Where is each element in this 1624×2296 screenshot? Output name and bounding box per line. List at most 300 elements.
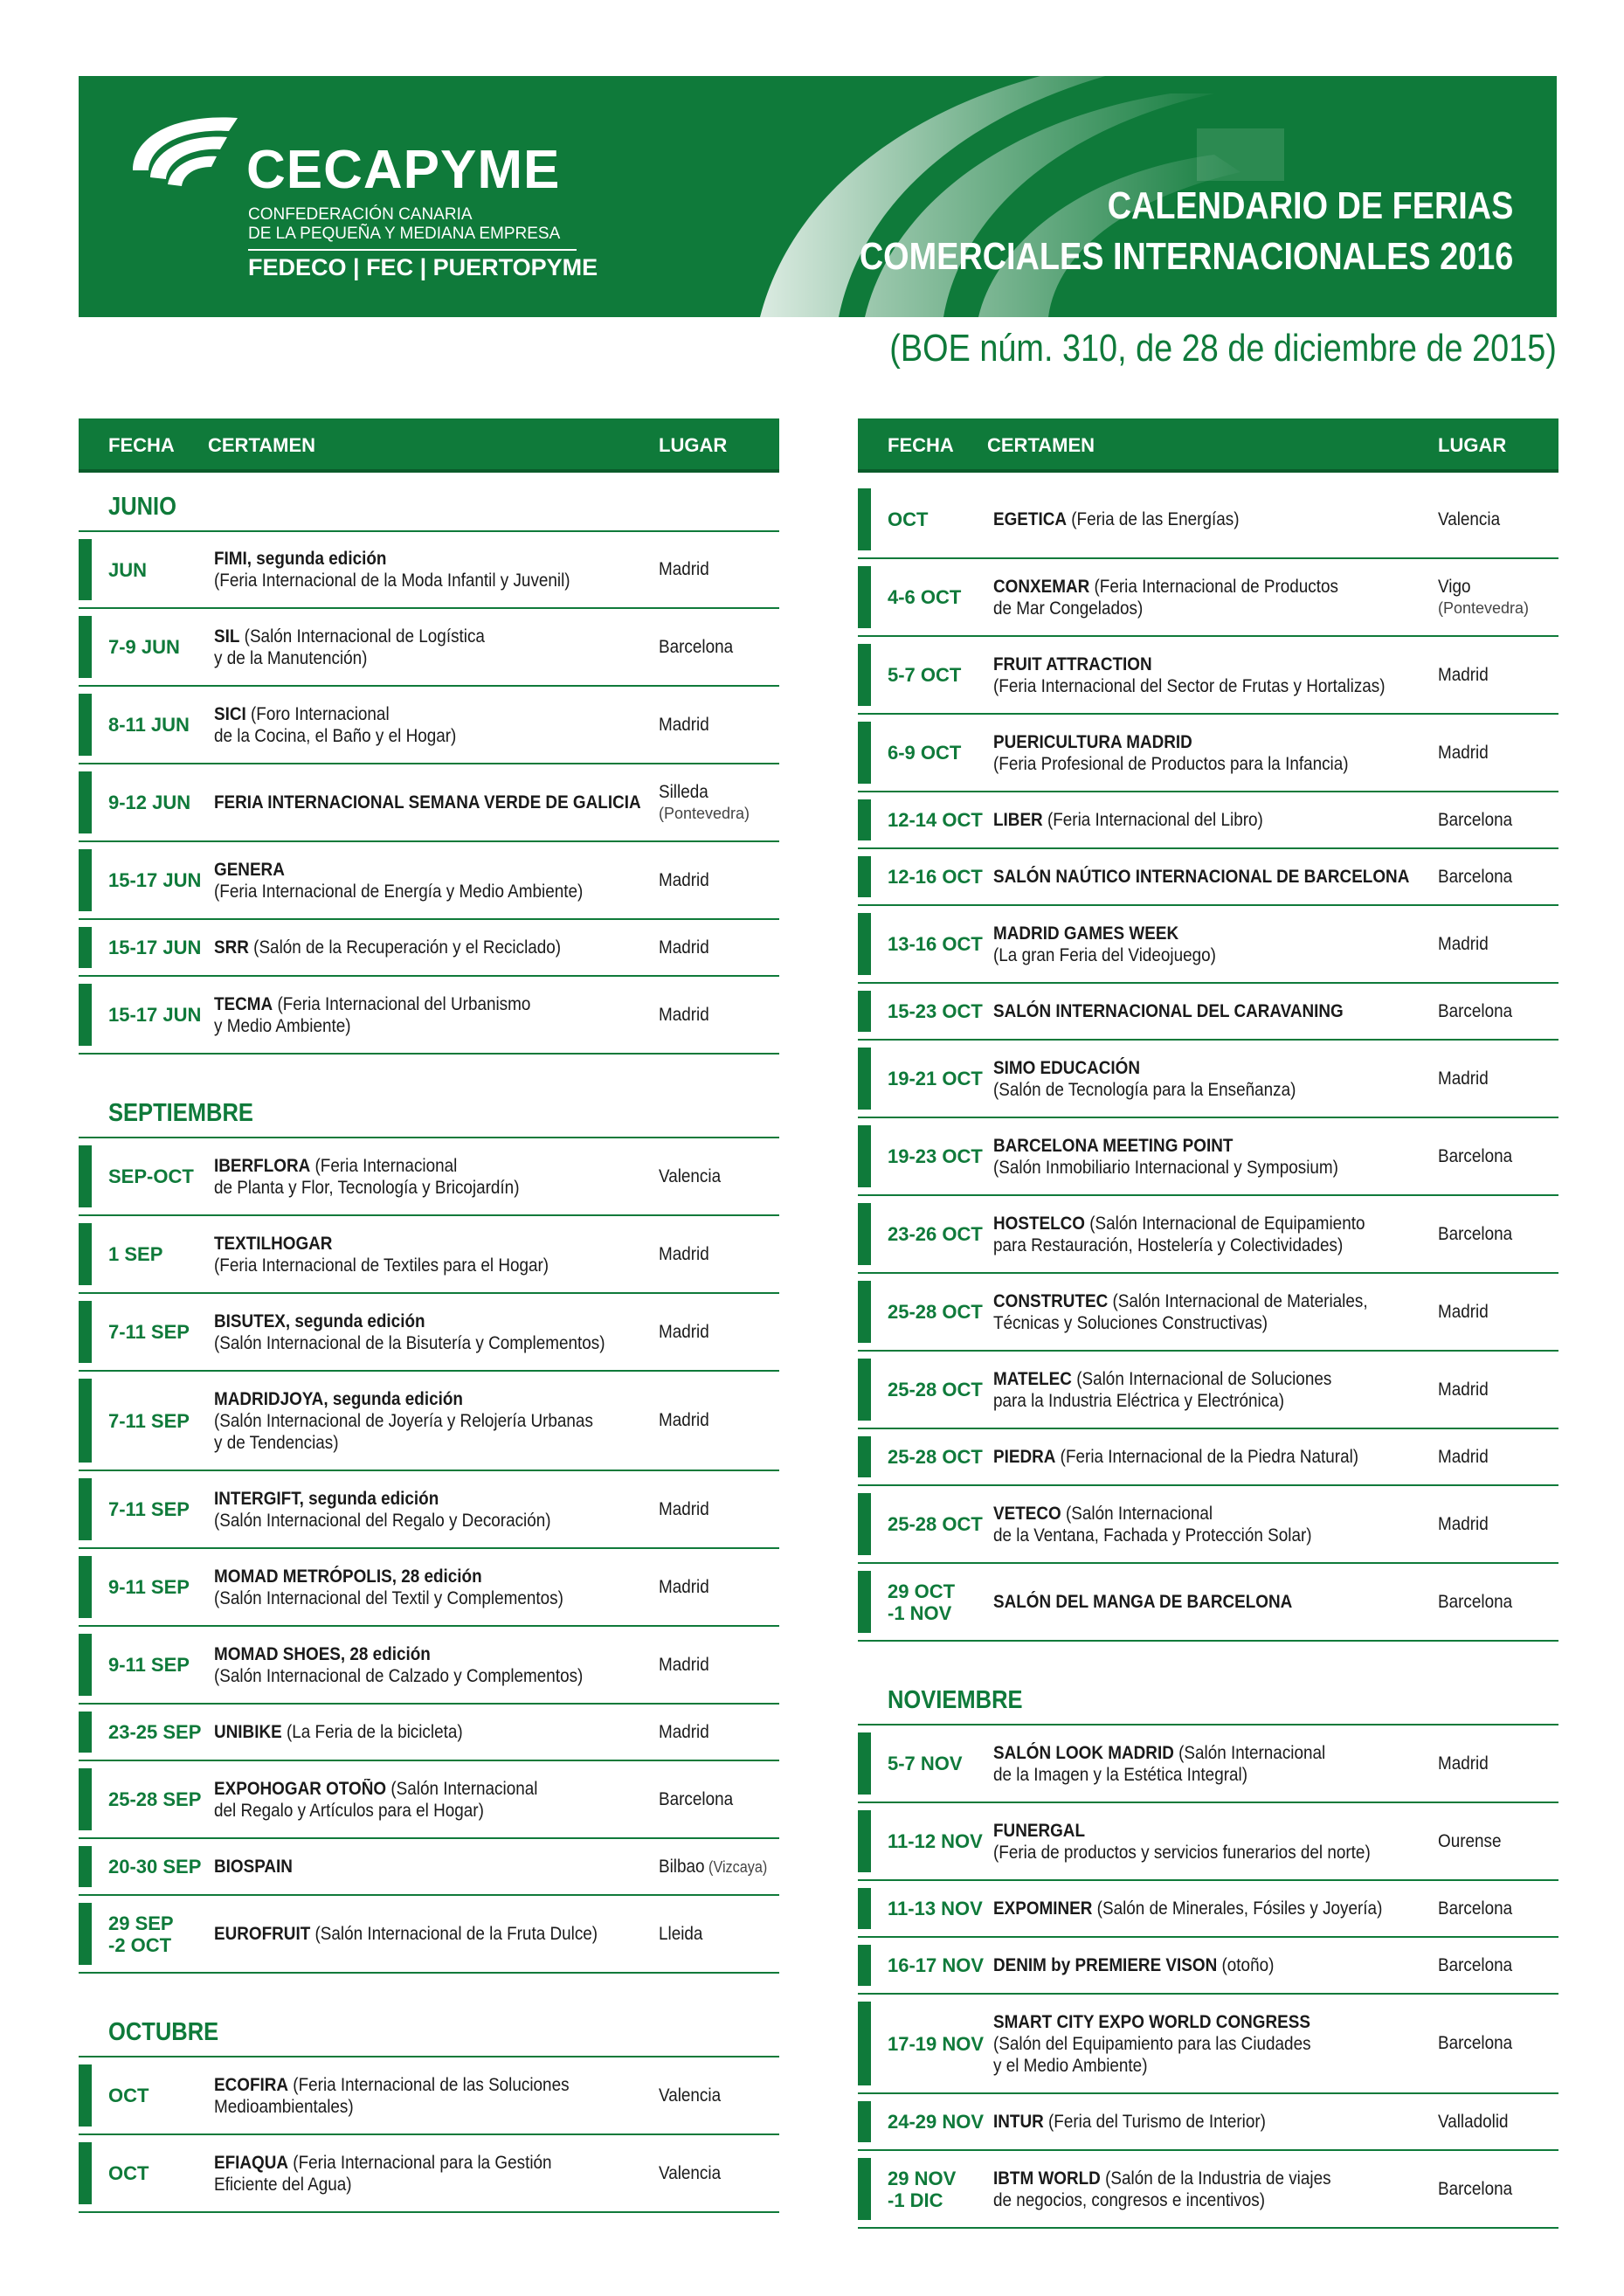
fair-title: MOMAD SHOES, 28 edición bbox=[214, 1643, 431, 1664]
fair-title: HOSTELCO bbox=[993, 1213, 1086, 1234]
fair-location bbox=[1438, 1898, 1560, 1919]
fair-date: 29 OCT -1 NOV bbox=[888, 1580, 956, 1624]
fair-desc: Medioambientales) bbox=[214, 2096, 354, 2117]
fair-desc: (Salón Internacional del Regalo y Decoración) bbox=[214, 1510, 551, 1531]
fair-desc-line bbox=[214, 2174, 651, 2196]
logo-mark-icon bbox=[124, 109, 246, 205]
fair-name bbox=[993, 1898, 1434, 1919]
fair-title: EFIAQUA bbox=[214, 2152, 289, 2173]
fair-name bbox=[214, 993, 651, 1037]
month-label: OCTUBRE bbox=[108, 2018, 219, 2046]
fair-location bbox=[1438, 577, 1560, 619]
fair-line bbox=[993, 1742, 1434, 1764]
fair-date: 15-17 JUN bbox=[108, 937, 202, 958]
fair-name bbox=[993, 1290, 1434, 1334]
fair-title: BIOSPAIN bbox=[214, 1857, 293, 1877]
fair-row bbox=[858, 1564, 1558, 1642]
location-city: Madrid bbox=[1438, 933, 1489, 954]
fair-desc: (Salón Internacional de la Fruta Dulce) bbox=[310, 1924, 598, 1944]
fair-date: 25-28 OCT bbox=[888, 1446, 983, 1468]
fair-line-text bbox=[993, 1213, 1365, 1234]
logo-subtitle bbox=[248, 205, 560, 244]
fair-desc: de negocios, congresos e incentivos) bbox=[993, 2189, 1265, 2210]
fair-title: UNIBIKE bbox=[214, 1722, 282, 1742]
fair-desc-line bbox=[214, 725, 651, 747]
fair-desc-line bbox=[993, 1842, 1434, 1864]
fair-line bbox=[993, 809, 1434, 831]
fair-row bbox=[858, 1803, 1558, 1881]
fair-line-text bbox=[214, 2074, 570, 2096]
location-city: Barcelona bbox=[1438, 2178, 1513, 2199]
fair-line bbox=[214, 792, 651, 813]
fair-desc: (Feria de productos y servicios funerarios del norte) bbox=[993, 1842, 1371, 1863]
fair-name bbox=[214, 1233, 651, 1276]
fair-line bbox=[993, 1820, 1434, 1842]
fair-line-text bbox=[214, 703, 390, 725]
fair-date: 4-6 OCT bbox=[888, 586, 962, 608]
fair-title: VETECO bbox=[993, 1503, 1061, 1524]
fair-name bbox=[214, 1311, 651, 1354]
fair-title: TEXTILHOGAR bbox=[214, 1233, 333, 1254]
column-header bbox=[858, 418, 1558, 473]
fair-name bbox=[993, 809, 1434, 831]
fair-name bbox=[993, 1446, 1434, 1468]
fair-row bbox=[858, 2094, 1558, 2151]
fair-line bbox=[214, 1856, 651, 1878]
fair-line-text bbox=[214, 1311, 425, 1332]
fair-title: MATELEC bbox=[993, 1368, 1072, 1389]
fair-desc-line bbox=[993, 2033, 1434, 2055]
logo-sub-line-2: DE LA PEQUEÑA Y MEDIANA EMPRESA bbox=[248, 225, 561, 243]
fair-line-text bbox=[993, 654, 1152, 675]
fair-date: 9-12 JUN bbox=[108, 792, 191, 813]
fair-location bbox=[1438, 1068, 1560, 1089]
fair-list-right bbox=[858, 481, 1558, 2229]
fair-line-text bbox=[993, 1135, 1233, 1157]
fair-location bbox=[659, 1924, 781, 1945]
fair-row bbox=[79, 1705, 779, 1761]
fair-line-text bbox=[993, 2011, 1310, 2033]
fair-desc: (Feria Internacional de la Piedra Natural) bbox=[1055, 1447, 1359, 1467]
fair-line-text bbox=[993, 1000, 1344, 1022]
month-heading bbox=[79, 1079, 779, 1138]
fair-desc-line bbox=[993, 675, 1434, 697]
location-city: Barcelona bbox=[659, 1788, 734, 1809]
title-line-2: COMERCIALES INTERNACIONALES 2016 bbox=[859, 235, 1513, 278]
fair-desc: de la Cocina, el Baño y el Hogar) bbox=[214, 725, 457, 746]
fair-line bbox=[993, 1135, 1434, 1157]
location-city: Valencia bbox=[659, 2085, 722, 2106]
location-city: Madrid bbox=[659, 1576, 709, 1597]
fair-desc-line bbox=[993, 1312, 1434, 1334]
fair-name bbox=[214, 1721, 651, 1743]
fair-date: 12-16 OCT bbox=[888, 866, 983, 888]
fair-title: EUROFRUIT bbox=[214, 1924, 311, 1944]
fair-line-text bbox=[993, 576, 1338, 598]
fair-line-text bbox=[214, 1643, 431, 1665]
fair-row bbox=[858, 906, 1558, 984]
fair-desc: (Salón de la Recuperación y el Reciclado) bbox=[248, 937, 562, 958]
fair-line bbox=[993, 1591, 1434, 1613]
location-province: (Pontevedra) bbox=[659, 804, 750, 822]
fair-row bbox=[79, 920, 779, 977]
fair-title: LIBER bbox=[993, 810, 1043, 830]
fair-location bbox=[1438, 1955, 1560, 1976]
fair-title: EXPOHOGAR OTOÑO bbox=[214, 1778, 387, 1799]
fair-location bbox=[659, 1499, 781, 1520]
fair-line-text bbox=[993, 2111, 1266, 2133]
fair-title: MOMAD METRÓPOLIS, 28 edición bbox=[214, 1566, 482, 1587]
fair-row bbox=[79, 842, 779, 920]
fair-name bbox=[993, 1135, 1434, 1179]
fair-title: SIL bbox=[214, 626, 240, 647]
fair-title: SALÓN DEL MANGA DE BARCELONA bbox=[993, 1592, 1293, 1612]
fair-name bbox=[214, 703, 651, 747]
location-city: Madrid bbox=[659, 937, 709, 958]
fair-title: BISUTEX, segunda edición bbox=[214, 1311, 425, 1331]
fair-row bbox=[858, 792, 1558, 849]
fair-title: INTERGIFT, segunda edición bbox=[214, 1488, 439, 1509]
logo-name: CECAPYME bbox=[246, 140, 561, 200]
fair-line bbox=[214, 1388, 651, 1410]
fair-row bbox=[858, 637, 1558, 715]
location-city: Madrid bbox=[659, 559, 709, 579]
fair-title: CONSTRUTEC bbox=[993, 1290, 1109, 1311]
month-label: SEPTIEMBRE bbox=[108, 1099, 253, 1127]
fair-row bbox=[858, 1995, 1558, 2094]
fair-desc: (Salón Internacional de Joyería y Relojería Urbanas bbox=[214, 1410, 593, 1431]
location-city: Barcelona bbox=[1438, 1145, 1513, 1166]
fair-line-text bbox=[993, 1954, 1274, 1976]
fair-row bbox=[79, 2057, 779, 2135]
fair-location bbox=[1438, 1380, 1560, 1400]
header-lugar: LUGAR bbox=[659, 434, 728, 456]
fair-title: FERIA INTERNACIONAL SEMANA VERDE DE GALICIA bbox=[214, 792, 641, 813]
fair-row bbox=[79, 1896, 779, 1974]
fair-date: 9-11 SEP bbox=[108, 1576, 190, 1598]
fair-date: 5-7 NOV bbox=[888, 1753, 963, 1774]
fair-line-text bbox=[993, 1057, 1140, 1079]
fair-line bbox=[993, 2011, 1434, 2033]
fair-name bbox=[993, 1503, 1434, 1546]
fair-date: 24-29 NOV bbox=[888, 2111, 985, 2133]
fair-location bbox=[1438, 2179, 1560, 2200]
fair-location bbox=[659, 1857, 781, 1878]
fair-date: 25-28 SEP bbox=[108, 1788, 202, 1810]
fair-line bbox=[214, 937, 651, 958]
fair-location bbox=[1438, 1447, 1560, 1468]
fair-location bbox=[1438, 1001, 1560, 1022]
fair-line-text bbox=[993, 1446, 1358, 1468]
location-city: Barcelona bbox=[1438, 1223, 1513, 1244]
fair-date: 25-28 OCT bbox=[888, 1379, 983, 1400]
fair-location bbox=[659, 637, 781, 658]
location-city: Madrid bbox=[659, 1654, 709, 1675]
fair-row bbox=[858, 1881, 1558, 1938]
fair-line-text bbox=[214, 1721, 463, 1743]
page-title bbox=[753, 181, 1513, 282]
fair-date: 6-9 OCT bbox=[888, 742, 962, 764]
cecapyme-logo bbox=[124, 109, 613, 293]
location-city: Madrid bbox=[1438, 1068, 1489, 1089]
location-city: Valencia bbox=[1438, 508, 1501, 529]
fair-line-text bbox=[214, 1155, 457, 1177]
fair-title: ECOFIRA bbox=[214, 2074, 289, 2095]
fair-row bbox=[858, 2151, 1558, 2229]
fair-location bbox=[1438, 2112, 1560, 2133]
fair-location bbox=[659, 1322, 781, 1343]
fair-date: OCT bbox=[888, 508, 929, 530]
location-province: (Vizcaya) bbox=[704, 1857, 768, 1876]
fair-line-text bbox=[214, 1778, 537, 1800]
fair-location bbox=[1438, 867, 1560, 888]
location-city: Valencia bbox=[659, 2162, 722, 2183]
fair-title: MADRID GAMES WEEK bbox=[993, 923, 1179, 944]
fair-date: 8-11 JUN bbox=[108, 714, 190, 736]
fair-location bbox=[659, 1410, 781, 1431]
location-city: Barcelona bbox=[1438, 809, 1513, 830]
location-city: Madrid bbox=[659, 1721, 709, 1742]
fair-desc-line bbox=[214, 1255, 651, 1276]
location-city: Madrid bbox=[659, 869, 709, 890]
fair-desc-line bbox=[993, 1764, 1434, 1786]
fair-location bbox=[659, 2163, 781, 2184]
fair-desc: (Feria Internacional de Textiles para el Hogar) bbox=[214, 1255, 549, 1276]
fair-title: GENERA bbox=[214, 859, 285, 880]
fair-row bbox=[858, 1196, 1558, 1274]
fair-row bbox=[858, 715, 1558, 792]
fair-row bbox=[858, 1429, 1558, 1486]
fair-date: 17-19 NOV bbox=[888, 2032, 985, 2055]
fair-title: IBERFLORA bbox=[214, 1155, 311, 1176]
fair-desc: (Salón Internacional de Equipamiento bbox=[1085, 1213, 1365, 1234]
fair-row bbox=[79, 1839, 779, 1896]
location-city: Madrid bbox=[659, 1498, 709, 1519]
fair-desc-line bbox=[993, 1079, 1434, 1101]
fair-line bbox=[214, 1778, 651, 1800]
right-column bbox=[858, 418, 1558, 2229]
fair-location bbox=[659, 1244, 781, 1265]
location-city: Barcelona bbox=[1438, 1954, 1513, 1975]
location-city: Barcelona bbox=[1438, 1000, 1513, 1021]
fair-line bbox=[993, 508, 1434, 530]
fair-name bbox=[214, 1856, 651, 1878]
fair-name bbox=[993, 2168, 1434, 2211]
fair-row bbox=[858, 1938, 1558, 1995]
fair-line-text bbox=[993, 923, 1178, 944]
fair-name bbox=[214, 1388, 651, 1454]
fair-location bbox=[1438, 1514, 1560, 1535]
fair-row bbox=[79, 1471, 779, 1549]
fair-line bbox=[214, 2074, 651, 2096]
month-heading bbox=[79, 473, 779, 532]
fair-location bbox=[1438, 810, 1560, 831]
fair-name bbox=[993, 1742, 1434, 1786]
fair-location bbox=[659, 782, 781, 824]
fair-row bbox=[79, 1138, 779, 1216]
fair-location bbox=[659, 1655, 781, 1676]
fair-location bbox=[1438, 2033, 1560, 2054]
fair-name bbox=[214, 626, 651, 669]
month-heading bbox=[858, 1666, 1558, 1725]
location-city: Silleda bbox=[659, 781, 708, 802]
column-header bbox=[79, 418, 779, 473]
fair-location bbox=[659, 1166, 781, 1187]
fair-row bbox=[79, 609, 779, 687]
fair-line-text bbox=[214, 1923, 598, 1945]
fair-desc: (Salón Internacional de la Bisutería y Complementos) bbox=[214, 1332, 605, 1353]
fair-desc-line bbox=[214, 647, 651, 669]
fair-list-left bbox=[79, 473, 779, 2213]
location-city: Valencia bbox=[659, 1165, 722, 1186]
fair-line bbox=[993, 1446, 1434, 1468]
fair-desc: (Salón Internacional bbox=[1173, 1742, 1326, 1763]
fair-date: OCT bbox=[108, 2085, 149, 2106]
fair-line-text bbox=[214, 859, 285, 881]
fair-desc: Técnicas y Soluciones Constructivas) bbox=[993, 1312, 1268, 1333]
fair-date: 11-12 NOV bbox=[888, 1830, 983, 1852]
logo-sub-line-1: CONFEDERACIÓN CANARIA bbox=[248, 205, 473, 224]
fair-desc: (Salón Inmobiliario Internacional y Symposium) bbox=[993, 1157, 1338, 1178]
fair-line-text bbox=[993, 1742, 1325, 1764]
fair-line-text bbox=[214, 993, 530, 1015]
fair-line bbox=[214, 1488, 651, 1510]
location-city: Madrid bbox=[1438, 1301, 1489, 1322]
fair-date: 29 NOV -1 DIC bbox=[888, 2167, 957, 2211]
fair-desc-line bbox=[214, 1410, 651, 1432]
fair-location bbox=[1438, 1831, 1560, 1852]
fair-line-text bbox=[214, 548, 386, 570]
fair-location bbox=[1438, 509, 1560, 530]
fair-line bbox=[214, 1643, 651, 1665]
location-city: Madrid bbox=[1438, 1513, 1489, 1534]
fair-title: MADRIDJOYA, segunda edición bbox=[214, 1388, 463, 1409]
fair-line-text bbox=[214, 937, 561, 958]
fair-line-text bbox=[214, 1388, 463, 1410]
fair-desc-line bbox=[993, 1390, 1434, 1412]
fair-title: FUNERGAL bbox=[993, 1820, 1086, 1841]
header-certamen: CERTAMEN bbox=[987, 434, 1095, 456]
fair-row bbox=[858, 1274, 1558, 1352]
fair-location bbox=[1438, 1302, 1560, 1323]
fair-location bbox=[1438, 1592, 1560, 1613]
fair-name bbox=[993, 1954, 1434, 1976]
fair-row bbox=[79, 1761, 779, 1839]
location-city: Barcelona bbox=[659, 636, 734, 657]
fair-row bbox=[858, 1118, 1558, 1196]
fair-date: 29 SEP -2 OCT bbox=[108, 1912, 174, 1956]
fair-date: 20-30 SEP bbox=[108, 1856, 202, 1878]
fair-title: TECMA bbox=[214, 993, 273, 1014]
header-certamen: CERTAMEN bbox=[208, 434, 316, 456]
fair-desc: (Feria Internacional para la Gestión bbox=[288, 2152, 552, 2173]
fair-row bbox=[79, 977, 779, 1055]
location-province: (Pontevedra) bbox=[1438, 598, 1530, 617]
fair-line-text bbox=[214, 1566, 482, 1587]
location-city: Madrid bbox=[659, 1321, 709, 1342]
fair-desc: del Regalo y Artículos para el Hogar) bbox=[214, 1800, 484, 1821]
fair-line bbox=[993, 1503, 1434, 1525]
location-city: Valladolid bbox=[1438, 2111, 1509, 2132]
fair-name bbox=[214, 1566, 651, 1609]
fair-row bbox=[79, 2135, 779, 2213]
fair-row bbox=[858, 1352, 1558, 1429]
title-line-1: CALENDARIO DE FERIAS bbox=[1107, 184, 1513, 227]
fair-title: SRR bbox=[214, 937, 249, 958]
fair-desc: y el Medio Ambiente) bbox=[993, 2055, 1148, 2076]
fair-name bbox=[214, 2152, 651, 2196]
fair-title: EGETICA bbox=[993, 509, 1068, 529]
fair-name bbox=[993, 1591, 1434, 1613]
fair-date: 13-16 OCT bbox=[888, 933, 983, 955]
fair-name bbox=[214, 1643, 651, 1687]
fair-date: 11-13 NOV bbox=[888, 1898, 983, 1919]
fair-line bbox=[214, 1155, 651, 1177]
fair-line bbox=[993, 866, 1434, 888]
fair-desc: y Medio Ambiente) bbox=[214, 1015, 351, 1036]
location-city: Bilbao (Vizcaya) bbox=[659, 1856, 768, 1877]
fair-desc-line bbox=[214, 1510, 651, 1532]
fair-name bbox=[214, 1923, 651, 1945]
fair-row bbox=[858, 1486, 1558, 1564]
fair-name bbox=[993, 654, 1434, 697]
location-city: Barcelona bbox=[1438, 1591, 1513, 1612]
fair-row bbox=[79, 764, 779, 842]
fair-date: 7-11 SEP bbox=[108, 1498, 190, 1520]
fair-row bbox=[79, 1294, 779, 1372]
fair-desc-line bbox=[993, 753, 1434, 775]
fair-line bbox=[993, 1368, 1434, 1390]
fair-desc: para la Industria Eléctrica y Electrónica) bbox=[993, 1390, 1284, 1411]
fair-row bbox=[79, 532, 779, 609]
logo-federations: FEDECO | FEC | PUERTOPYME bbox=[248, 254, 598, 280]
fair-line bbox=[993, 1213, 1434, 1234]
fair-title: SMART CITY EXPO WORLD CONGRESS bbox=[993, 2011, 1310, 2032]
fair-desc: de la Imagen y la Estética Integral) bbox=[993, 1764, 1248, 1785]
fair-desc: (Salón de Tecnología para la Enseñanza) bbox=[993, 1079, 1296, 1100]
fair-name bbox=[993, 2111, 1434, 2133]
fair-row bbox=[79, 687, 779, 764]
fair-title: SALÓN NAÚTICO INTERNACIONAL DE BARCELONA bbox=[993, 867, 1410, 887]
fair-row bbox=[79, 1549, 779, 1627]
fair-date: 25-28 OCT bbox=[888, 1513, 983, 1535]
fair-date: 5-7 OCT bbox=[888, 664, 962, 686]
fair-date: OCT bbox=[108, 2162, 149, 2184]
fair-location bbox=[1438, 743, 1560, 764]
fair-desc: (Feria Internacional de Energía y Medio Ambiente) bbox=[214, 881, 584, 902]
fair-desc: (Feria Internacional bbox=[310, 1155, 458, 1176]
fair-line bbox=[214, 1721, 651, 1743]
fair-desc: (Salón Internacional de Calzado y Complementos) bbox=[214, 1665, 584, 1686]
fair-line bbox=[993, 923, 1434, 944]
fair-desc: (Feria Internacional de Productos bbox=[1089, 576, 1338, 597]
fair-row bbox=[858, 1041, 1558, 1118]
fair-date: 12-14 OCT bbox=[888, 809, 983, 831]
month-label: JUNIO bbox=[108, 493, 177, 521]
fair-line bbox=[993, 1954, 1434, 1976]
fair-line-text bbox=[993, 1503, 1213, 1525]
fair-line bbox=[993, 731, 1434, 753]
fair-desc: (otoño) bbox=[1217, 1955, 1275, 1975]
fair-line-text bbox=[993, 809, 1263, 831]
fair-line bbox=[214, 1311, 651, 1332]
fair-name bbox=[214, 859, 651, 902]
fair-desc-line bbox=[214, 1177, 651, 1199]
fair-date: 9-11 SEP bbox=[108, 1654, 190, 1676]
location-city: Madrid bbox=[659, 1410, 709, 1430]
header-lugar: LUGAR bbox=[1438, 434, 1507, 456]
fair-desc-line bbox=[993, 1157, 1434, 1179]
